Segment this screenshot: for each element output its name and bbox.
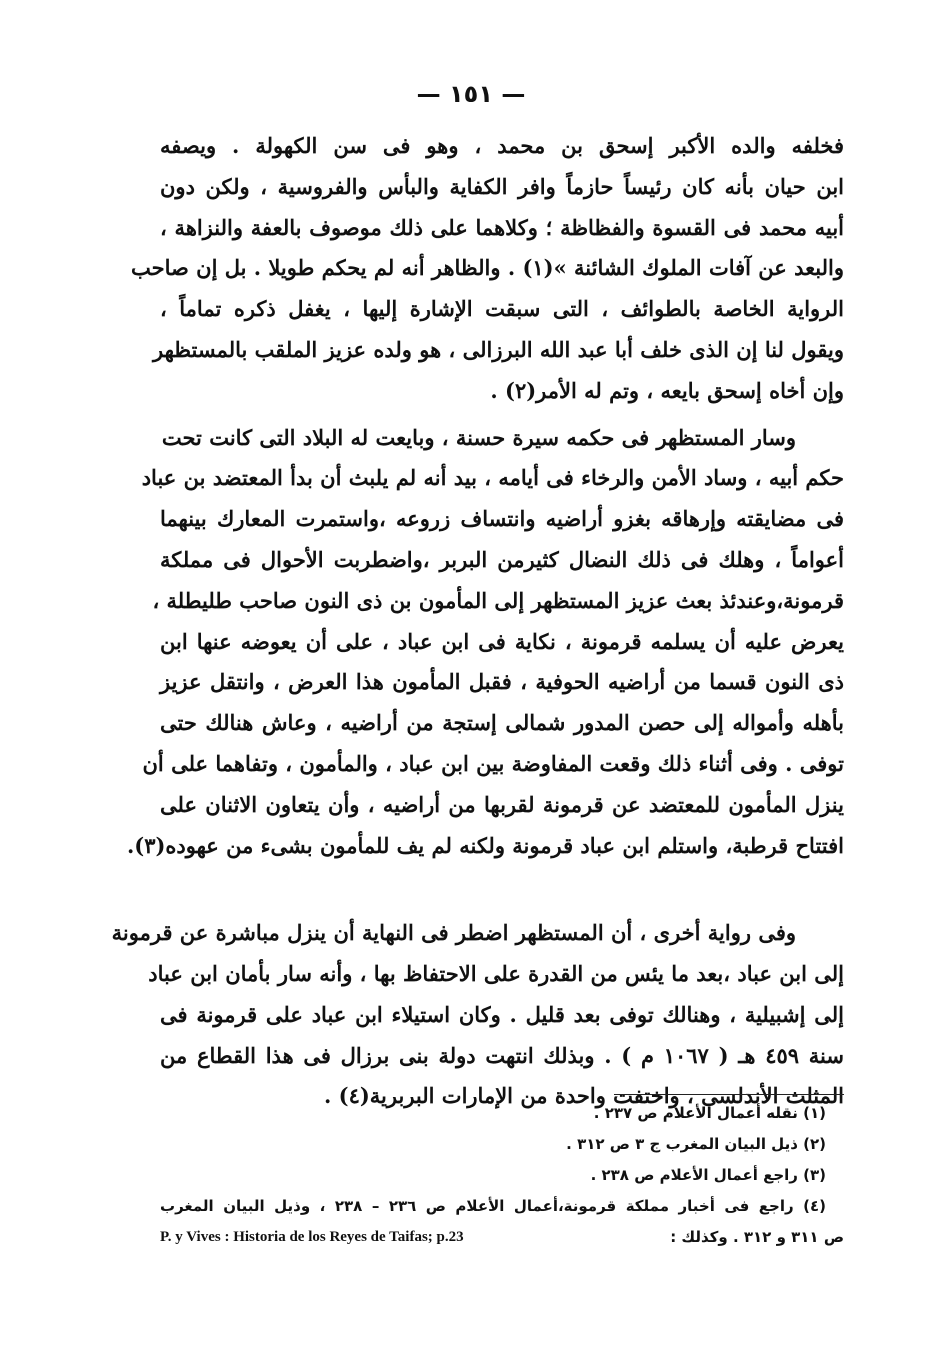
- text-line: يعرض عليه أن يسلمه قرمونة ، نكاية فى ابن عباد ، على أن يعوضه عنها ابن: [160, 628, 844, 654]
- text-line: إلى ابن عباد ،بعد ما يئس من القدرة على الاحتفاظ بها ، وأنه سار بأمان ابن عباد: [148, 960, 844, 986]
- text-line: حكم أبيه ، وساد الأمن والرخاء فى أيامه ، بيد أنه لم يلبث أن بدأ المعتضد بن عباد: [141, 465, 844, 491]
- paragraph-3: [111, 913, 844, 1117]
- paragraph-2: [126, 418, 844, 908]
- footnote-2: (٢) ذيل البيان المغرب ج ٣ ص ٣١٢ .: [566, 1135, 826, 1153]
- footnote-4-latin-reference: P. y Vives : Historia de los Reyes de Taifas; p.23: [160, 1229, 464, 1245]
- text-line: سنة ٤٥٩ هـ ( ١٠٦٧ م ) . وبذلك انتهت دولة بنى برزال فى هذا القطاع من: [160, 1042, 844, 1068]
- text-line: توفى . وفى أثناء ذلك وقعت المفاوضة بين ابن عباد ، والمأمون ، وتفاهما على أن: [142, 750, 844, 776]
- text-line: فخلفه والده الأكبر إسحق بن محمد ، وهو فى سن الكهولة . ويصفه: [160, 133, 844, 158]
- footnotes: [160, 1098, 844, 1253]
- text-line: أبيه محمد فى القسوة والفظاظة ؛ وكلاهما على ذلك موصوف بالعفة والنزاهة ،: [160, 214, 844, 240]
- text-line: فى مضايقته وإرهاقه بغزو أراضيه وانتساف زروعه ،واستمرت المعارك بينهما: [160, 506, 844, 532]
- text-line: بأهله وأمواله إلى حصن المدور شمالى إستجة من أراضيه ، وعاش هنالك حتى: [160, 710, 844, 736]
- text-line: ويقول لنا إن الذى خلف أبا عبد الله البرزالى ، هو ولده عزيز الملقب بالمستظهر: [152, 336, 844, 362]
- text-line: افتتاح قرطبة، واستلم ابن عباد قرمونة ولكنه لم يف للمأمون بشىء من عهوده(٣).: [126, 832, 844, 858]
- text-line: وسار المستظهر فى حكمه سيرة حسنة ، وبايعت له البلاد التى كانت تحت: [161, 424, 796, 450]
- footnote-4: (٤) راجع فى أخبار مملكة قرمونة،أعمال الأعلام ص ٢٣٦ – ٢٣٨ ، وذيل البيان المغرب: [160, 1197, 826, 1215]
- text-line: قرمونة،وعندئذ بعث عزيز المستظهر إلى المأمون بن ذى النون صاحب طليطلة ،: [152, 587, 844, 613]
- text-line: المثلث الأندلسى ، واختفت واحدة من الإمارات البربرية(٤) .: [324, 1083, 844, 1109]
- text-line: ينزل المأمون للمعتضد عن قرمونة لقربها من أراضيه ، وأن يتعاون الاثنان على: [160, 791, 844, 817]
- footnote-4-continuation: [160, 1222, 844, 1253]
- text-line: ابن حيان بأنه كان رئيساً حازماً وافر الكفاية والبأس والفروسية ، ولكن دون: [160, 173, 844, 199]
- text-line: والبعد عن آفات الملوك الشائنة »(١) . والظاهر أنه لم يحكم طويلا . بل إن صاحب: [131, 255, 844, 281]
- text-line: ذى النون قسما من أراضيه الحوفية ، فقبل المأمون هذا العرض ، وانتقل عزيز: [160, 669, 844, 695]
- text-line: أعواماً ، وهلك فى ذلك النضال كثيرمن البربر ،واضطربت الأحوال فى مملكة: [160, 546, 844, 572]
- text-line: وإن أخاه إسحق بايعه ، وتم له الأمر(٢) .: [490, 377, 844, 403]
- text-line: وفى رواية أخرى ، أن المستظهر اضطر فى النهاية أن ينزل مباشرة عن قرمونة: [111, 920, 796, 946]
- text-line: إلى إشبيلية ، وهنالك توفى بعد قليل . وكان استيلاء ابن عباد على قرمونة فى: [160, 1001, 844, 1027]
- paragraph-1: [131, 126, 844, 412]
- footnote-1: (١) نقله أعمال الأعلام ص ٢٣٧ .: [593, 1104, 826, 1122]
- main-text: [111, 126, 844, 1123]
- footnote-3: (٣) راجع أعمال الأعلام ص ٢٣٨ .: [590, 1166, 826, 1184]
- footnote-divider: [614, 1094, 844, 1095]
- text-line: [160, 866, 844, 907]
- text-line: الرواية الخاصة بالطوائف ، التى سبقت الإشارة إليها ، يغفل ذكره تماماً ،: [160, 296, 844, 322]
- footnote-4-arabic-reference: ص ٣١١ و ٣١٢ . وكذلك :: [670, 1228, 844, 1246]
- page-number: — ١٥١ —: [416, 80, 526, 108]
